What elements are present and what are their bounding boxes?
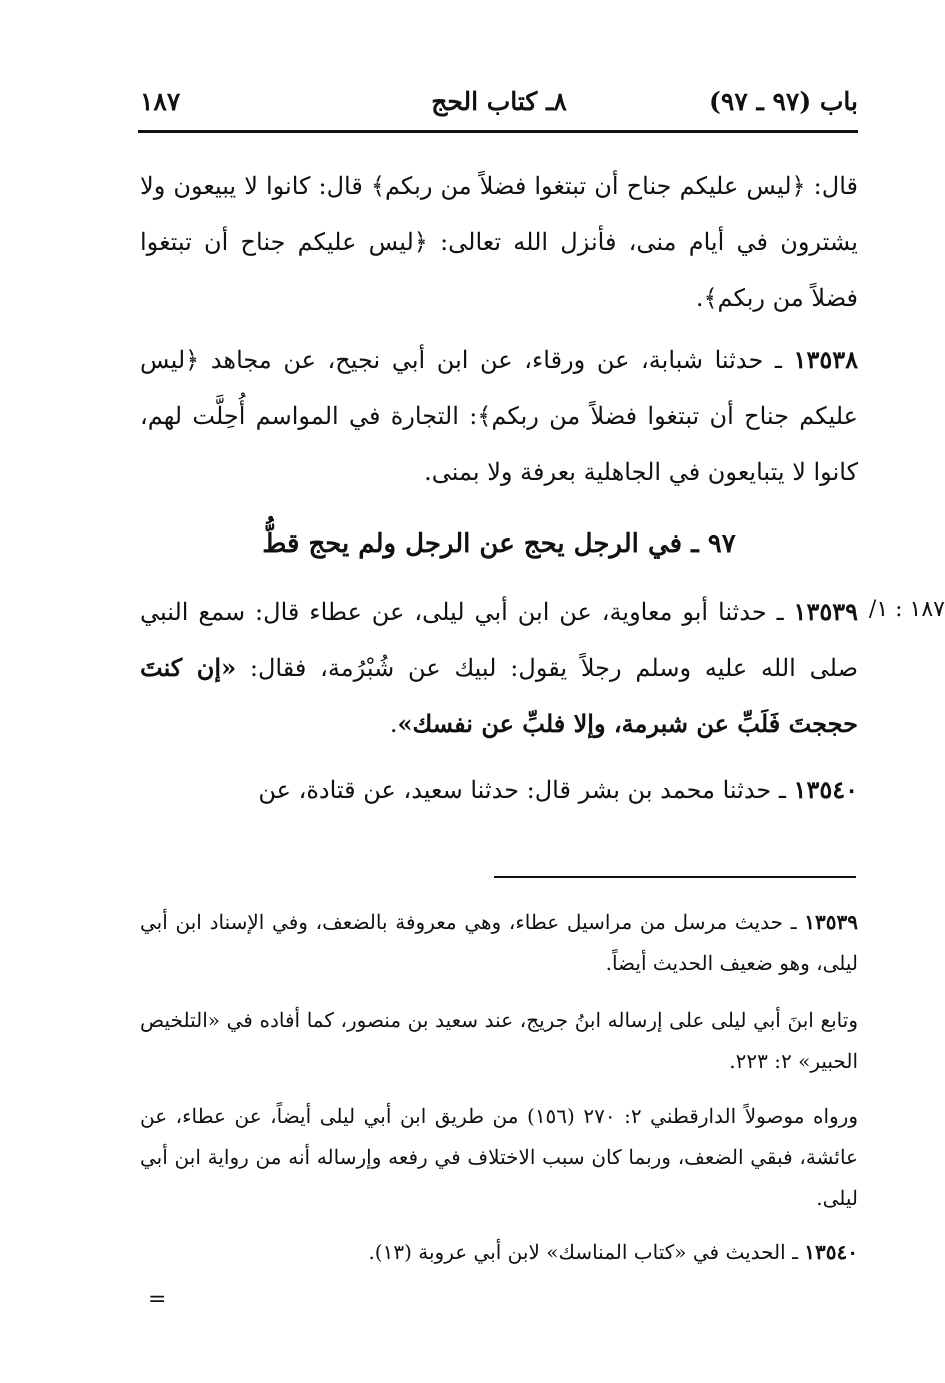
footnote-13539 [140, 902, 858, 984]
margin-reference: ١٨٧ : ١/ [868, 597, 945, 622]
hadith-number: ١٣٥٤٠ [793, 775, 858, 804]
hadith-13540 [140, 762, 858, 818]
footnote-paragraph-2 [140, 1000, 858, 1082]
hadith-13538 [140, 332, 858, 500]
footnote-text: ورواه موصولاً الدارقطني ٢: ٢٧٠ (١٥٦) من طريق ابن أبي ليلى أيضاً، عن عطاء، عن عائشة، فبقي الضعف، وربما كان سبب الاختلاف في رفعه وإرساله أنه من رواية ابن أبي ليلى. [140, 1104, 858, 1210]
footnote-text: ـ الحديث في «كتاب المناسك» لابن أبي عروبة (١٣). [368, 1240, 805, 1264]
header-divider [138, 130, 858, 133]
footnote-number: ١٣٥٣٩ [804, 910, 858, 934]
hadith-number: ١٣٥٣٩ [793, 597, 858, 626]
book-title: ٨ـ كتاب الحج [431, 87, 567, 116]
chapter-heading: ٩٧ ـ في الرجل يحج عن الرجل ولم يحج قطُّ [262, 529, 736, 559]
footnote-13540 [140, 1232, 858, 1273]
hadith-text: ـ حدثنا أبو معاوية، عن ابن أبي ليلى، عن عطاء قال: سمع النبي صلى الله عليه وسلم رجلاً يقول: لبيك عن شُبْرُمة، فقال: [140, 598, 858, 682]
page-header [140, 82, 858, 122]
hadith-text: ـ حدثنا شبابة، عن ورقاء، عن ابن أبي نجيح، عن مجاهد ﴿ليس عليكم جناح أن تبتغوا فضلاً من ربكم﴾: التجارة في المواسم أُحِلَّت لهم، كانوا لا يتبايعون في الجاهلية بعرفة ولا بمنى. [140, 346, 858, 486]
paragraph-continuation [140, 158, 858, 326]
footnote-text: ـ حديث مرسل من مراسيل عطاء، وهي معروفة بالضعف، وفي الإسناد ابن أبي ليلى، وهو ضعيف الحديث أيضاً. [140, 910, 858, 975]
prophetic-quote: «إن كنتَ حججتَ فَلَبِّ عن شبرمة، وإلا فلبِّ عن نفسك» [140, 653, 858, 738]
footnote-text: وتابع ابنَ أبي ليلى على إرساله ابنُ جريج، عند سعيد بن منصور، كما أفاده في «التلخيص الحبير» ٢: ٢٢٣. [140, 1008, 858, 1073]
footnote-number: ١٣٥٤٠ [804, 1240, 858, 1264]
footnote-paragraph-3 [140, 1096, 858, 1219]
hadith-text-end: . [389, 710, 398, 738]
hadith-text: ـ حدثنا محمد بن بشر قال: حدثنا سعيد، عن قتادة، عن [258, 776, 794, 804]
page-number: ١٨٧ [140, 87, 181, 116]
hadith-number: ١٣٥٣٨ [793, 345, 858, 374]
continuation-mark: = [148, 1287, 167, 1312]
paragraph-text: قال: ﴿ليس عليكم جناح أن تبتغوا فضلاً من ربكم﴾ قال: كانوا لا يبيعون ولا يشترون في أيام منى، فأنزل الله تعالى: ﴿ليس عليكم جناح أن تبتغوا فضلاً من ربكم﴾. [140, 172, 858, 312]
hadith-13539 [140, 584, 858, 752]
footnote-divider [494, 876, 856, 878]
chapter-range: باب (٩٧ ـ ٩٧) [709, 87, 858, 116]
